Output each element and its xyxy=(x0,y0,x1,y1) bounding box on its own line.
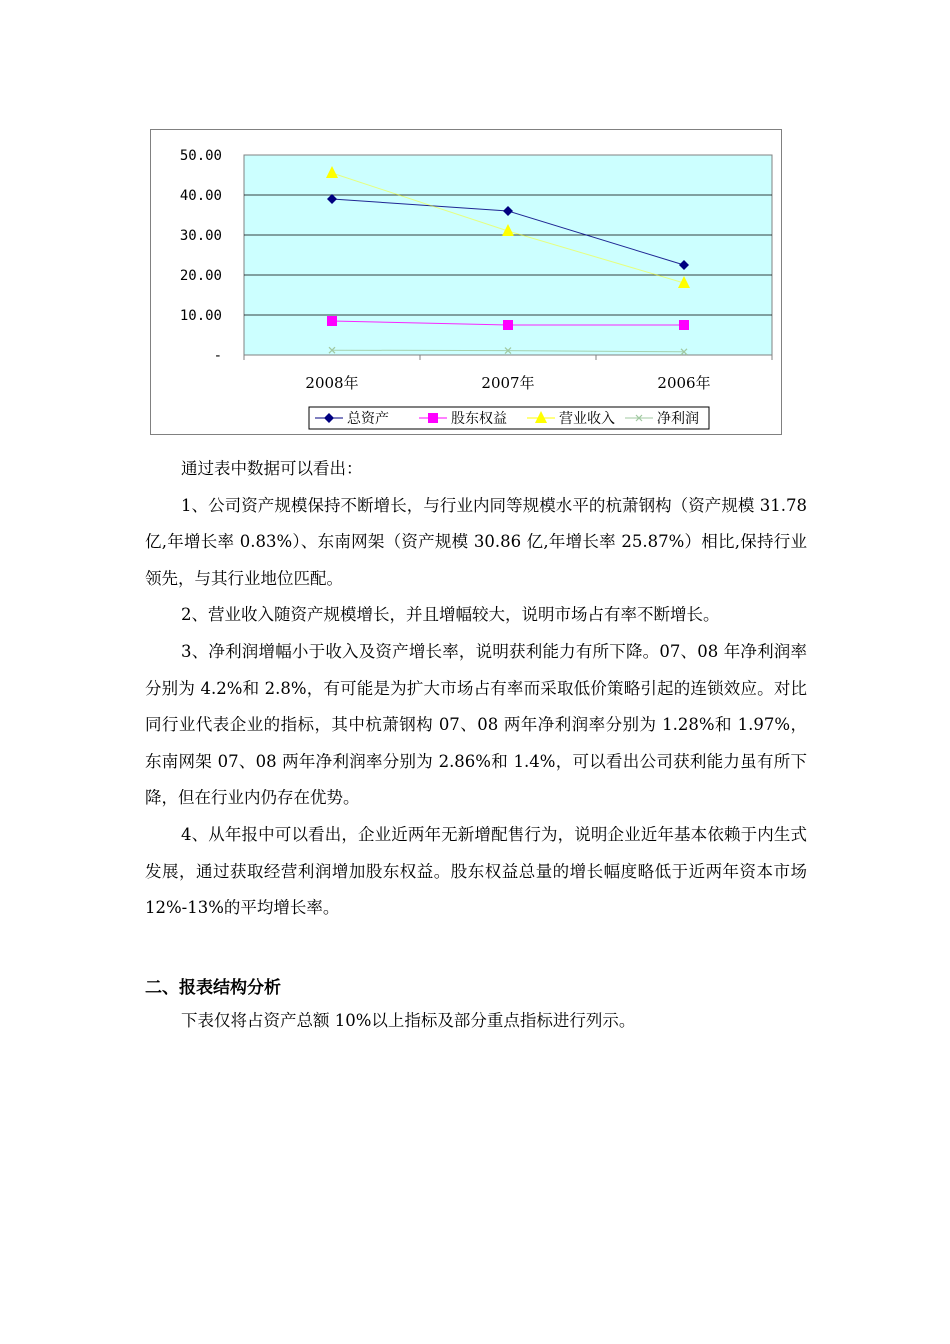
legend xyxy=(309,407,709,429)
legend-label: 营业收入 xyxy=(559,411,615,427)
square-marker xyxy=(428,413,438,423)
y-tick-label: - xyxy=(213,348,222,364)
y-tick-label: 30.00 xyxy=(179,228,222,244)
paragraph-1: 1、公司资产规模保持不断增长，与行业内同等规模水平的杭萧钢构（资产规模 31.78 亿,年增长率 0.83%）、东南网架（资产规模 30.86 亿,年增长率 25.87%）相比,保持行业领先，与其行业地位匹配。 xyxy=(145,495,807,588)
x-tick-label: 2007年 xyxy=(481,374,535,392)
legend-label: 股东权益 xyxy=(451,411,507,427)
legend-label: 总资产 xyxy=(347,411,389,427)
lead-paragraph: 通过表中数据可以看出： xyxy=(181,459,363,478)
analysis-text xyxy=(145,451,807,927)
legend-label: 净利润 xyxy=(657,411,699,427)
y-tick-label: 10.00 xyxy=(179,308,222,324)
section-intro: 下表仅将占资产总额 10%以上指标及部分重点指标进行列示。 xyxy=(181,1011,636,1030)
paragraph-4: 4、从年报中可以看出，企业近两年无新增配售行为，说明企业近年基本依赖于内生式发展，通过获取经营利润增加股东权益。股东权益总量的增长幅度略低于近两年资本市场 12%-13%的平均增长率。 xyxy=(145,824,807,918)
section-heading: 二、报表结构分析 xyxy=(145,978,281,998)
y-tick-label: 40.00 xyxy=(179,188,222,204)
line-chart xyxy=(151,130,783,436)
x-tick-label: 2006年 xyxy=(657,374,711,392)
square-marker xyxy=(503,320,513,330)
chart-container xyxy=(150,129,782,435)
square-marker xyxy=(327,316,337,326)
paragraph-3: 3、净利润增幅小于收入及资产增长率，说明获利能力有所下降。07、08 年净利润率分别为 4.2%和 2.8%，有可能是为扩大市场占有率而采取低价策略引起的连锁效应。对比同行业代表企业的指标，其中杭萧钢构 07、08 两年净利润率分别为 1.28%和 1.97%，东南网架 07、08 两年净利润率分别为 2.86%和 1.4%，可以看出公司获利能力虽有所下降，但在行业内仍存在优势。 xyxy=(145,641,807,808)
y-tick-label: 50.00 xyxy=(179,148,222,164)
y-tick-label: 20.00 xyxy=(179,268,222,284)
x-tick-label: 2008年 xyxy=(305,374,359,392)
square-marker xyxy=(679,320,689,330)
paragraph-2: 2、营业收入随资产规模增长，并且增幅较大，说明市场占有率不断增长。 xyxy=(181,605,720,625)
